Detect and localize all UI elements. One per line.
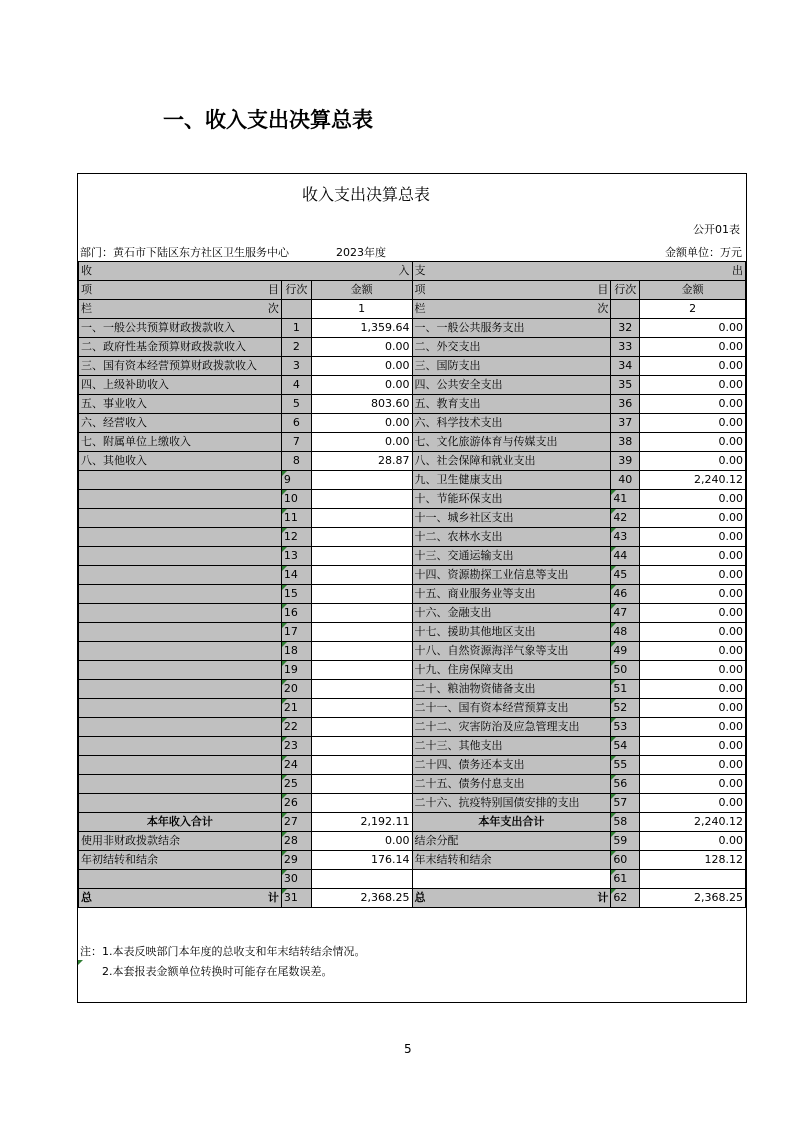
income-amount bbox=[311, 585, 412, 604]
expense-item-name: 一、一般公共服务支出 bbox=[412, 319, 611, 338]
table-row bbox=[79, 547, 746, 566]
income-item-name bbox=[79, 775, 282, 794]
note-marker bbox=[78, 960, 83, 965]
grand-total-row bbox=[79, 889, 746, 908]
income-amount: 1,359.64 bbox=[311, 319, 412, 338]
expense-line-no: 54 bbox=[611, 737, 640, 756]
expense-amount: 2,240.12 bbox=[640, 471, 746, 490]
table-row bbox=[79, 756, 746, 775]
income-line-no: 23 bbox=[281, 737, 311, 756]
income-line-no: 7 bbox=[281, 433, 311, 452]
income-amount: 803.60 bbox=[311, 395, 412, 414]
expense-line-no: 41 bbox=[611, 490, 640, 509]
income-line-no-header: 行次 bbox=[281, 281, 311, 300]
income-amount: 2,192.11 bbox=[311, 813, 412, 832]
income-amount-header: 金额 bbox=[311, 281, 412, 300]
table-row bbox=[79, 357, 746, 376]
expense-index-blank bbox=[611, 300, 640, 319]
income-item-name: 八、其他收入 bbox=[79, 452, 282, 471]
expense-item-name: 十九、住房保障支出 bbox=[412, 661, 611, 680]
expense-item-name: 二十六、抗疫特别国债安排的支出 bbox=[412, 794, 611, 813]
expense-item-name: 二十三、其他支出 bbox=[412, 737, 611, 756]
income-amount bbox=[311, 528, 412, 547]
income-index-blank bbox=[281, 300, 311, 319]
expense-item-name: 二十一、国有资本经营预算支出 bbox=[412, 699, 611, 718]
expense-amount: 0.00 bbox=[640, 357, 746, 376]
income-item-name bbox=[79, 699, 282, 718]
expense-amount: 0.00 bbox=[640, 756, 746, 775]
table-row bbox=[79, 661, 746, 680]
expense-amount: 0.00 bbox=[640, 623, 746, 642]
income-item-name: 四、上级补助收入 bbox=[79, 376, 282, 395]
expense-amount: 128.12 bbox=[640, 851, 746, 870]
expense-line-no: 48 bbox=[611, 623, 640, 642]
income-line-no: 19 bbox=[281, 661, 311, 680]
table-row bbox=[79, 680, 746, 699]
income-line-no: 4 bbox=[281, 376, 311, 395]
footnote-1: 注：1.本表反映部门本年度的总收支和年末结转结余情况。 bbox=[80, 945, 366, 958]
expense-item-name bbox=[412, 870, 611, 889]
expense-item-name: 十一、城乡社区支出 bbox=[412, 509, 611, 528]
table-row bbox=[79, 585, 746, 604]
expense-amount: 0.00 bbox=[640, 509, 746, 528]
income-line-no: 13 bbox=[281, 547, 311, 566]
income-item-header: 项 目 bbox=[79, 281, 282, 300]
income-amount bbox=[311, 699, 412, 718]
table-row bbox=[79, 376, 746, 395]
income-line-no: 11 bbox=[281, 509, 311, 528]
income-line-no: 24 bbox=[281, 756, 311, 775]
expense-item-header: 项 目 bbox=[412, 281, 611, 300]
income-amount: 176.14 bbox=[311, 851, 412, 870]
table-row bbox=[79, 414, 746, 433]
income-amount bbox=[311, 604, 412, 623]
expense-section-header: 支 出 bbox=[412, 262, 746, 281]
page-heading: 一、收入支出决算总表 bbox=[163, 108, 373, 132]
fiscal-year: 2023年度 bbox=[336, 246, 386, 259]
footnotes bbox=[80, 942, 366, 982]
income-amount bbox=[311, 737, 412, 756]
income-item-name bbox=[79, 509, 282, 528]
expense-item-name: 五、教育支出 bbox=[412, 395, 611, 414]
expense-amount: 0.00 bbox=[640, 680, 746, 699]
summary-row bbox=[79, 813, 746, 832]
income-amount bbox=[311, 718, 412, 737]
expense-amount: 0.00 bbox=[640, 642, 746, 661]
expense-line-no: 40 bbox=[611, 471, 640, 490]
income-line-no: 26 bbox=[281, 794, 311, 813]
income-grand-total-label: 总 计 bbox=[79, 889, 282, 908]
income-item-name: 三、国有资本经营预算财政拨款收入 bbox=[79, 357, 282, 376]
expense-line-no: 39 bbox=[611, 452, 640, 471]
summary-row bbox=[79, 870, 746, 889]
expense-amount: 0.00 bbox=[640, 547, 746, 566]
income-row-index-header: 栏 次 bbox=[79, 300, 282, 319]
expense-item-name: 七、文化旅游体育与传媒支出 bbox=[412, 433, 611, 452]
income-amount: 0.00 bbox=[311, 376, 412, 395]
expense-grand-total-amount: 2,368.25 bbox=[640, 889, 746, 908]
expense-item-name: 二十、粮油物资储备支出 bbox=[412, 680, 611, 699]
expense-amount bbox=[640, 870, 746, 889]
expense-item-name: 八、社会保障和就业支出 bbox=[412, 452, 611, 471]
income-line-no: 25 bbox=[281, 775, 311, 794]
department-label: 部门：黄石市下陆区东方社区卫生服务中心 bbox=[80, 246, 289, 259]
income-item-name: 一、一般公共预算财政拨款收入 bbox=[79, 319, 282, 338]
income-line-no: 15 bbox=[281, 585, 311, 604]
income-item-name bbox=[79, 566, 282, 585]
expense-amount-header: 金额 bbox=[640, 281, 746, 300]
expense-item-name: 十六、金融支出 bbox=[412, 604, 611, 623]
expense-amount: 0.00 bbox=[640, 433, 746, 452]
expense-column-number: 2 bbox=[640, 300, 746, 319]
income-item-name bbox=[79, 661, 282, 680]
expense-item-name: 十五、商业服务业等支出 bbox=[412, 585, 611, 604]
expense-line-no-header: 行次 bbox=[611, 281, 640, 300]
income-line-no: 28 bbox=[281, 832, 311, 851]
income-item-name bbox=[79, 870, 282, 889]
table-row bbox=[79, 338, 746, 357]
table-row bbox=[79, 718, 746, 737]
income-line-no: 2 bbox=[281, 338, 311, 357]
income-grand-total-amount: 2,368.25 bbox=[311, 889, 412, 908]
table-row bbox=[79, 623, 746, 642]
table-row bbox=[79, 737, 746, 756]
expense-item-name: 年末结转和结余 bbox=[412, 851, 611, 870]
income-line-no: 8 bbox=[281, 452, 311, 471]
report-frame bbox=[77, 173, 747, 1003]
table-row bbox=[79, 452, 746, 471]
expense-amount: 0.00 bbox=[640, 566, 746, 585]
expense-amount: 0.00 bbox=[640, 604, 746, 623]
income-line-no: 17 bbox=[281, 623, 311, 642]
income-column-number: 1 bbox=[311, 300, 412, 319]
income-item-name: 年初结转和结余 bbox=[79, 851, 282, 870]
expense-amount: 0.00 bbox=[640, 661, 746, 680]
income-item-name bbox=[79, 490, 282, 509]
income-item-name: 二、政府性基金预算财政拨款收入 bbox=[79, 338, 282, 357]
income-amount bbox=[311, 661, 412, 680]
income-amount bbox=[311, 547, 412, 566]
expense-line-no: 46 bbox=[611, 585, 640, 604]
income-amount: 0.00 bbox=[311, 433, 412, 452]
expense-line-no: 36 bbox=[611, 395, 640, 414]
header-row-columns bbox=[79, 281, 746, 300]
income-amount bbox=[311, 509, 412, 528]
expense-line-no: 56 bbox=[611, 775, 640, 794]
expense-amount: 0.00 bbox=[640, 490, 746, 509]
expense-amount: 0.00 bbox=[640, 718, 746, 737]
income-section-header: 收 入 bbox=[79, 262, 413, 281]
expense-item-name: 三、国防支出 bbox=[412, 357, 611, 376]
expense-item-name: 结余分配 bbox=[412, 832, 611, 851]
expense-item-name: 二、外交支出 bbox=[412, 338, 611, 357]
expense-amount: 0.00 bbox=[640, 585, 746, 604]
expense-grand-total-line-no: 62 bbox=[611, 889, 640, 908]
income-line-no: 20 bbox=[281, 680, 311, 699]
income-amount bbox=[311, 756, 412, 775]
table-row bbox=[79, 509, 746, 528]
expense-item-name: 二十二、灾害防治及应急管理支出 bbox=[412, 718, 611, 737]
expense-line-no: 55 bbox=[611, 756, 640, 775]
footnote-2: 2.本套报表金额单位转换时可能存在尾数误差。 bbox=[102, 965, 333, 978]
expense-item-name: 六、科学技术支出 bbox=[412, 414, 611, 433]
income-line-no: 3 bbox=[281, 357, 311, 376]
detail-rows bbox=[79, 319, 746, 813]
table-row bbox=[79, 433, 746, 452]
expense-line-no: 38 bbox=[611, 433, 640, 452]
table-row bbox=[79, 471, 746, 490]
income-item-name: 五、事业收入 bbox=[79, 395, 282, 414]
income-item-name bbox=[79, 585, 282, 604]
income-item-name: 六、经营收入 bbox=[79, 414, 282, 433]
expense-item-name: 十、节能环保支出 bbox=[412, 490, 611, 509]
income-line-no: 22 bbox=[281, 718, 311, 737]
expense-amount: 0.00 bbox=[640, 832, 746, 851]
summary-row bbox=[79, 851, 746, 870]
table-row bbox=[79, 794, 746, 813]
income-line-no: 12 bbox=[281, 528, 311, 547]
expense-line-no: 37 bbox=[611, 414, 640, 433]
table-row bbox=[79, 775, 746, 794]
expense-amount: 0.00 bbox=[640, 414, 746, 433]
income-item-name bbox=[79, 737, 282, 756]
income-line-no: 10 bbox=[281, 490, 311, 509]
income-item-name: 本年收入合计 bbox=[79, 813, 282, 832]
income-item-name bbox=[79, 756, 282, 775]
income-amount bbox=[311, 642, 412, 661]
expense-item-name: 二十五、债务付息支出 bbox=[412, 775, 611, 794]
expense-line-no: 53 bbox=[611, 718, 640, 737]
expense-amount: 0.00 bbox=[640, 699, 746, 718]
income-line-no: 29 bbox=[281, 851, 311, 870]
expense-line-no: 58 bbox=[611, 813, 640, 832]
income-item-name bbox=[79, 623, 282, 642]
expense-line-no: 57 bbox=[611, 794, 640, 813]
expense-item-name: 十二、农林水支出 bbox=[412, 528, 611, 547]
expense-line-no: 51 bbox=[611, 680, 640, 699]
table-row bbox=[79, 699, 746, 718]
expense-line-no: 61 bbox=[611, 870, 640, 889]
expense-amount: 0.00 bbox=[640, 794, 746, 813]
table-row bbox=[79, 528, 746, 547]
header-row-section bbox=[79, 262, 746, 281]
expense-amount: 0.00 bbox=[640, 395, 746, 414]
table-row bbox=[79, 319, 746, 338]
expense-line-no: 33 bbox=[611, 338, 640, 357]
expense-item-name: 本年支出合计 bbox=[412, 813, 611, 832]
expense-line-no: 43 bbox=[611, 528, 640, 547]
expense-line-no: 59 bbox=[611, 832, 640, 851]
income-item-name bbox=[79, 794, 282, 813]
income-amount: 0.00 bbox=[311, 338, 412, 357]
income-amount bbox=[311, 870, 412, 889]
income-amount bbox=[311, 680, 412, 699]
income-amount bbox=[311, 794, 412, 813]
income-line-no: 16 bbox=[281, 604, 311, 623]
table-row bbox=[79, 604, 746, 623]
table-row bbox=[79, 395, 746, 414]
income-amount bbox=[311, 566, 412, 585]
expense-item-name: 十三、交通运输支出 bbox=[412, 547, 611, 566]
income-amount: 0.00 bbox=[311, 832, 412, 851]
expense-amount: 0.00 bbox=[640, 737, 746, 756]
summary-rows bbox=[79, 813, 746, 889]
income-item-name bbox=[79, 642, 282, 661]
expense-line-no: 44 bbox=[611, 547, 640, 566]
expense-amount: 0.00 bbox=[640, 376, 746, 395]
expense-amount: 0.00 bbox=[640, 452, 746, 471]
income-amount: 0.00 bbox=[311, 414, 412, 433]
income-amount bbox=[311, 490, 412, 509]
income-amount bbox=[311, 775, 412, 794]
income-grand-total-line-no: 31 bbox=[281, 889, 311, 908]
amount-unit: 金额单位：万元 bbox=[665, 246, 742, 259]
income-line-no: 27 bbox=[281, 813, 311, 832]
expense-line-no: 35 bbox=[611, 376, 640, 395]
income-item-name bbox=[79, 547, 282, 566]
expense-item-name: 十四、资源勘探工业信息等支出 bbox=[412, 566, 611, 585]
income-line-no: 6 bbox=[281, 414, 311, 433]
income-expense-table bbox=[78, 261, 746, 908]
income-item-name: 七、附属单位上缴收入 bbox=[79, 433, 282, 452]
table-row bbox=[79, 642, 746, 661]
income-item-name bbox=[79, 680, 282, 699]
expense-line-no: 47 bbox=[611, 604, 640, 623]
expense-amount: 0.00 bbox=[640, 775, 746, 794]
expense-item-name: 四、公共安全支出 bbox=[412, 376, 611, 395]
sheet-title: 收入支出决算总表 bbox=[302, 185, 431, 204]
income-line-no: 30 bbox=[281, 870, 311, 889]
form-number: 公开01表 bbox=[693, 223, 740, 236]
expense-grand-total-label: 总 计 bbox=[412, 889, 611, 908]
income-item-name bbox=[79, 718, 282, 737]
expense-line-no: 52 bbox=[611, 699, 640, 718]
income-item-name bbox=[79, 528, 282, 547]
expense-line-no: 50 bbox=[611, 661, 640, 680]
page-number: 5 bbox=[404, 1042, 412, 1056]
expense-line-no: 45 bbox=[611, 566, 640, 585]
table-row bbox=[79, 490, 746, 509]
income-line-no: 21 bbox=[281, 699, 311, 718]
income-amount: 28.87 bbox=[311, 452, 412, 471]
income-item-name bbox=[79, 471, 282, 490]
income-line-no: 1 bbox=[281, 319, 311, 338]
header-row-index bbox=[79, 300, 746, 319]
expense-line-no: 60 bbox=[611, 851, 640, 870]
income-item-name: 使用非财政拨款结余 bbox=[79, 832, 282, 851]
expense-amount: 0.00 bbox=[640, 319, 746, 338]
income-line-no: 5 bbox=[281, 395, 311, 414]
expense-amount: 0.00 bbox=[640, 338, 746, 357]
expense-amount: 2,240.12 bbox=[640, 813, 746, 832]
expense-item-name: 二十四、债务还本支出 bbox=[412, 756, 611, 775]
expense-item-name: 九、卫生健康支出 bbox=[412, 471, 611, 490]
expense-amount: 0.00 bbox=[640, 528, 746, 547]
income-amount bbox=[311, 623, 412, 642]
expense-item-name: 十八、自然资源海洋气象等支出 bbox=[412, 642, 611, 661]
income-line-no: 9 bbox=[281, 471, 311, 490]
table-row bbox=[79, 566, 746, 585]
expense-line-no: 34 bbox=[611, 357, 640, 376]
expense-item-name: 十七、援助其他地区支出 bbox=[412, 623, 611, 642]
income-line-no: 18 bbox=[281, 642, 311, 661]
expense-row-index-header: 栏 次 bbox=[412, 300, 611, 319]
expense-line-no: 49 bbox=[611, 642, 640, 661]
income-amount: 0.00 bbox=[311, 357, 412, 376]
summary-row bbox=[79, 832, 746, 851]
expense-line-no: 42 bbox=[611, 509, 640, 528]
income-amount bbox=[311, 471, 412, 490]
income-line-no: 14 bbox=[281, 566, 311, 585]
income-item-name bbox=[79, 604, 282, 623]
expense-line-no: 32 bbox=[611, 319, 640, 338]
